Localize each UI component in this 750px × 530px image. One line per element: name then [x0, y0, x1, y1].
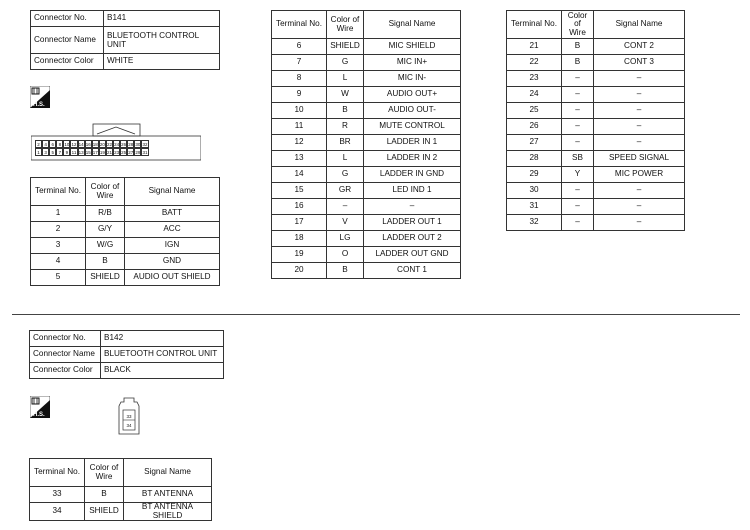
terminal-no-cell: 31	[507, 199, 562, 215]
table-row	[272, 231, 461, 247]
wire-color-cell: W/G	[86, 238, 125, 254]
terminal-no-cell: 16	[272, 199, 327, 215]
wire-color-cell: –	[327, 199, 364, 215]
connector-pin: 31	[142, 150, 148, 155]
wire-color-cell: B	[562, 39, 594, 55]
wire-color-cell: G	[327, 167, 364, 183]
pin-33: 33	[126, 414, 132, 419]
connector-pin: 29	[135, 150, 141, 155]
signal-name-cell: AUDIO OUT+	[364, 87, 461, 103]
wire-color-cell: B	[562, 55, 594, 71]
signal-name-header: Signal Name	[124, 459, 212, 487]
connector-pin: 21	[106, 150, 112, 155]
connector-no-label: Connector No.	[30, 331, 101, 347]
wire-color-cell: B	[327, 263, 364, 279]
hs-label: H.S.	[33, 412, 45, 418]
wire-color-header: Color of Wire	[86, 178, 125, 206]
wire-color-cell: –	[562, 199, 594, 215]
terminal-no-cell: 8	[272, 71, 327, 87]
wire-color-cell: SB	[562, 151, 594, 167]
signal-name-cell: –	[594, 135, 685, 151]
connector-b142-face	[117, 396, 141, 436]
connector-name-value: BLUETOOTH CONTROL UNIT	[104, 27, 220, 54]
signal-name-cell: –	[594, 87, 685, 103]
terminal-no-cell: 10	[272, 103, 327, 119]
connector-no-value: B142	[101, 331, 224, 347]
wire-color-cell: –	[562, 87, 594, 103]
table-row	[31, 238, 220, 254]
connector-pin: 12	[71, 142, 77, 147]
wire-color-cell: GR	[327, 183, 364, 199]
table-row	[31, 206, 220, 222]
signal-name-cell: MIC IN-	[364, 71, 461, 87]
terminal-no-cell: 5	[31, 270, 86, 286]
connector-pin: 32	[142, 142, 148, 147]
connector-color-label: Connector Color	[30, 363, 101, 379]
table-row	[272, 167, 461, 183]
terminal-no-cell: 14	[272, 167, 327, 183]
table-row	[507, 87, 685, 103]
signal-name-cell: LADDER OUT 1	[364, 215, 461, 231]
terminal-no-cell: 2	[31, 222, 86, 238]
terminal-no-cell: 12	[272, 135, 327, 151]
table-row	[507, 55, 685, 71]
signal-name-cell: IGN	[125, 238, 220, 254]
connector-pin: 18	[92, 142, 98, 147]
table-row	[507, 135, 685, 151]
signal-name-cell: LED IND 1	[364, 183, 461, 199]
signal-name-header: Signal Name	[364, 11, 461, 39]
terminal-no-cell: 34	[30, 503, 85, 521]
connector-pin: 22	[106, 142, 112, 147]
signal-name-cell: BT ANTENNA	[124, 487, 212, 503]
connector-pin: 27	[128, 150, 134, 155]
table-row	[272, 103, 461, 119]
table-row	[30, 503, 212, 521]
terminal-table-1	[30, 177, 220, 286]
connector-name-value: BLUETOOTH CONTROL UNIT	[101, 347, 224, 363]
wire-color-cell: L	[327, 151, 364, 167]
table-row	[272, 199, 461, 215]
signal-name-cell: GND	[125, 254, 220, 270]
connector-pin: 24	[114, 142, 120, 147]
table-row	[30, 487, 212, 503]
table-row	[507, 215, 685, 231]
signal-name-cell: –	[364, 199, 461, 215]
terminal-no-cell: 33	[30, 487, 85, 503]
wire-color-cell: G/Y	[86, 222, 125, 238]
connector-pin: 13	[78, 150, 84, 155]
terminal-rows	[272, 39, 461, 279]
wire-color-cell: B	[327, 103, 364, 119]
wire-color-header: Color of Wire	[562, 11, 594, 39]
connector-pin: 23	[114, 150, 120, 155]
signal-name-cell: LADDER OUT GND	[364, 247, 461, 263]
signal-name-header: Signal Name	[125, 178, 220, 206]
terminal-no-cell: 17	[272, 215, 327, 231]
table-row	[272, 215, 461, 231]
terminal-table-4	[29, 458, 212, 521]
table-row	[31, 270, 220, 286]
connector-pin: 30	[135, 142, 141, 147]
table-row	[272, 119, 461, 135]
connector-pin: 19	[99, 150, 105, 155]
table-row	[272, 151, 461, 167]
table-row	[507, 103, 685, 119]
wire-color-cell: SHIELD	[86, 270, 125, 286]
signal-name-cell: LADDER IN 2	[364, 151, 461, 167]
table-row	[31, 254, 220, 270]
connector-color-label: Connector Color	[31, 54, 104, 70]
wire-color-header: Color of Wire	[85, 459, 124, 487]
wire-color-cell: –	[562, 71, 594, 87]
wire-color-cell: L	[327, 71, 364, 87]
connector-name-label: Connector Name	[30, 347, 101, 363]
connector-pin: 8	[56, 140, 63, 148]
signal-name-cell: –	[594, 119, 685, 135]
pin-34: 34	[126, 423, 132, 428]
table-row	[507, 71, 685, 87]
terminal-no-header: Terminal No.	[30, 459, 85, 487]
connector-no-label: Connector No.	[31, 11, 104, 27]
wire-color-cell: BR	[327, 135, 364, 151]
connector-pin: 2	[35, 140, 42, 148]
table-row	[507, 39, 685, 55]
signal-name-cell: –	[594, 215, 685, 231]
terminal-no-cell: 9	[272, 87, 327, 103]
connector-color-value: WHITE	[104, 54, 220, 70]
wire-color-cell: SHIELD	[327, 39, 364, 55]
signal-name-cell: MIC IN+	[364, 55, 461, 71]
terminal-no-cell: 29	[507, 167, 562, 183]
terminal-no-cell: 3	[31, 238, 86, 254]
signal-name-cell: LADDER IN 1	[364, 135, 461, 151]
terminal-no-header: Terminal No.	[31, 178, 86, 206]
wire-color-cell: –	[562, 183, 594, 199]
table-row	[272, 39, 461, 55]
table-row	[272, 263, 461, 279]
wire-color-cell: –	[562, 103, 594, 119]
signal-name-cell: MIC SHIELD	[364, 39, 461, 55]
signal-name-cell: CONT 3	[594, 55, 685, 71]
wire-color-cell: G	[327, 55, 364, 71]
connector-pin: 5	[49, 148, 56, 156]
terminal-rows	[31, 206, 220, 286]
signal-name-cell: ACC	[125, 222, 220, 238]
terminal-no-header: Terminal No.	[507, 11, 562, 39]
terminal-table-3	[506, 10, 685, 231]
signal-name-cell: –	[594, 71, 685, 87]
terminal-no-cell: 15	[272, 183, 327, 199]
terminal-no-cell: 6	[272, 39, 327, 55]
wire-color-cell: R/B	[86, 206, 125, 222]
terminal-no-cell: 23	[507, 71, 562, 87]
terminal-no-cell: 25	[507, 103, 562, 119]
terminal-rows	[507, 39, 685, 231]
connector-pin: 28	[128, 142, 134, 147]
wire-color-cell: B	[85, 487, 124, 503]
wire-color-cell: Y	[562, 167, 594, 183]
terminal-table-2	[271, 10, 461, 279]
terminal-no-cell: 32	[507, 215, 562, 231]
terminal-no-cell: 11	[272, 119, 327, 135]
table-row	[272, 135, 461, 151]
connector-pin: 16	[85, 142, 91, 147]
signal-name-cell: BT ANTENNA SHIELD	[124, 503, 212, 521]
connector-pin: 17	[92, 150, 98, 155]
table-row	[272, 71, 461, 87]
wire-color-cell: W	[327, 87, 364, 103]
connector-pin: 20	[99, 142, 105, 147]
wire-color-cell: B	[86, 254, 125, 270]
wire-color-header: Color of Wire	[327, 11, 364, 39]
table-row	[272, 55, 461, 71]
connector-no-value: B141	[104, 11, 220, 27]
connector-pin: 11	[71, 150, 77, 155]
signal-name-cell: –	[594, 183, 685, 199]
connector-pin: 14	[78, 142, 84, 147]
signal-name-cell: AUDIO OUT SHIELD	[125, 270, 220, 286]
terminal-no-cell: 4	[31, 254, 86, 270]
connector-b141-info	[30, 10, 220, 70]
table-row	[272, 247, 461, 263]
wire-color-cell: LG	[327, 231, 364, 247]
terminal-no-cell: 19	[272, 247, 327, 263]
connector-pin: 10	[64, 142, 70, 147]
table-row	[507, 151, 685, 167]
terminal-no-cell: 13	[272, 151, 327, 167]
connector-color-value: BLACK	[101, 363, 224, 379]
terminal-no-cell: 30	[507, 183, 562, 199]
wire-color-cell: O	[327, 247, 364, 263]
wire-color-cell: R	[327, 119, 364, 135]
wire-color-cell: –	[562, 119, 594, 135]
signal-name-cell: CONT 2	[594, 39, 685, 55]
table-row	[272, 87, 461, 103]
terminal-no-cell: 24	[507, 87, 562, 103]
terminal-no-cell: 21	[507, 39, 562, 55]
terminal-no-header: Terminal No.	[272, 11, 327, 39]
signal-name-cell: MIC POWER	[594, 167, 685, 183]
wire-color-cell: SHIELD	[85, 503, 124, 521]
connector-pin: 7	[56, 148, 63, 156]
connector-pin: 26	[121, 142, 127, 147]
terminal-no-cell: 22	[507, 55, 562, 71]
table-row	[272, 183, 461, 199]
harness-side-icon	[30, 396, 50, 418]
connector-pin: 25	[121, 150, 127, 155]
connector-pin: 1	[35, 148, 42, 156]
signal-name-cell: BATT	[125, 206, 220, 222]
signal-name-cell: –	[594, 199, 685, 215]
harness-side-icon	[30, 86, 50, 108]
terminal-no-cell: 7	[272, 55, 327, 71]
connector-b142-info	[29, 330, 224, 379]
table-row	[31, 222, 220, 238]
connector-pin: 3	[42, 148, 49, 156]
section-divider	[12, 314, 740, 315]
table-row	[507, 199, 685, 215]
table-row	[507, 119, 685, 135]
connector-name-label: Connector Name	[31, 27, 104, 54]
wire-color-cell: –	[562, 215, 594, 231]
pin-grid	[35, 140, 149, 156]
terminal-no-cell: 27	[507, 135, 562, 151]
signal-name-cell: –	[594, 103, 685, 119]
terminal-no-cell: 18	[272, 231, 327, 247]
wire-color-cell: V	[327, 215, 364, 231]
connector-pin: 4	[42, 140, 49, 148]
signal-name-cell: AUDIO OUT-	[364, 103, 461, 119]
table-row	[507, 183, 685, 199]
terminal-no-cell: 26	[507, 119, 562, 135]
connector-pin: 15	[85, 150, 91, 155]
connector-pin: 6	[49, 140, 56, 148]
pin-row-bottom	[35, 148, 149, 156]
terminal-no-cell: 1	[31, 206, 86, 222]
connector-pin: 9	[63, 148, 70, 156]
signal-name-cell: CONT 1	[364, 263, 461, 279]
signal-name-cell: SPEED SIGNAL	[594, 151, 685, 167]
terminal-rows	[30, 487, 212, 521]
signal-name-cell: LADDER IN GND	[364, 167, 461, 183]
terminal-no-cell: 28	[507, 151, 562, 167]
table-row	[507, 167, 685, 183]
signal-name-cell: MUTE CONTROL	[364, 119, 461, 135]
terminal-no-cell: 20	[272, 263, 327, 279]
wire-color-cell: –	[562, 135, 594, 151]
signal-name-cell: LADDER OUT 2	[364, 231, 461, 247]
signal-name-header: Signal Name	[594, 11, 685, 39]
hs-label: H.S.	[33, 102, 45, 108]
pin-row-top	[35, 140, 149, 148]
